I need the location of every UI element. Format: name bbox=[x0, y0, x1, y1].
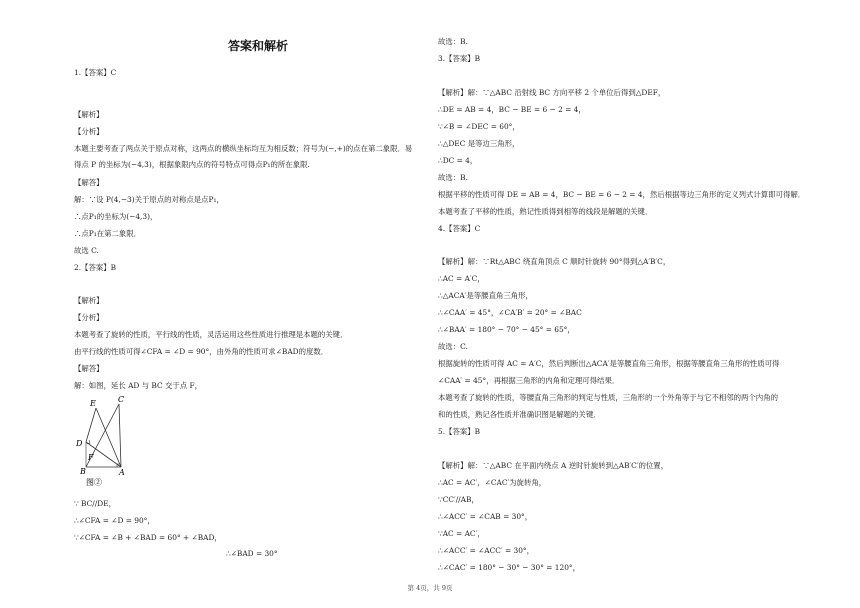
analysis-heading: 【解析】 bbox=[74, 296, 104, 305]
text-line: 解：∵设 P(4,−3)关于原点的对称点是点P₁， bbox=[74, 195, 224, 204]
text-line: ∴∠CAA′ = 45°，∠CA′B′ = 20° = ∠BAC bbox=[438, 308, 582, 317]
answer-5: 5.【答案】B bbox=[438, 427, 481, 436]
text-line: ∴AC = A′C， bbox=[438, 274, 485, 283]
figure-label-b: B bbox=[80, 467, 86, 476]
text-line: 得点 P 的坐标为(−4,3)，根据象限内点的符号特点可得点P₁的所在象限. bbox=[74, 160, 310, 169]
text-line: ∴点P₁的坐标为(−4,3)， bbox=[74, 212, 158, 221]
answer-4: 4.【答案】C bbox=[438, 224, 481, 233]
figure-label-d: D bbox=[76, 439, 83, 448]
figure-label-a: A bbox=[119, 468, 125, 477]
analysis-sub-heading: 【分析】 bbox=[74, 127, 104, 136]
text-line: 本题考查了平移的性质，熟记性质得到相等的线段是解题的关键． bbox=[438, 207, 653, 216]
text-line: 解：如图，延长 AD 与 BC 交于点 F， bbox=[74, 381, 203, 390]
text-line: ∴∠ACC′ = ∠CAB = 30°， bbox=[438, 512, 533, 521]
answer-2: 2.【答案】B bbox=[74, 263, 117, 272]
text-line: 根据旋转的性质可得 AC = A′C，然后判断出△ACA′是等腰直角三角形，根据等腰直角三角形的性质可得 bbox=[438, 359, 780, 368]
text-line: ∴DC = 4， bbox=[438, 156, 478, 165]
answer-1: 1.【答案】C bbox=[74, 68, 117, 77]
geometry-figure bbox=[74, 394, 134, 486]
text-line: 故选：B. bbox=[438, 37, 468, 46]
text-line: 和的性质，熟记各性质并准确识图是解题的关键． bbox=[438, 410, 601, 419]
text-line: 故选：C. bbox=[438, 342, 468, 351]
text-line: 故选 C. bbox=[74, 246, 99, 255]
text-line: 【解析】解：∵Rt△ABC 绕直角顶点 C 顺时针旋转 90°得到△A′B′C， bbox=[438, 257, 671, 266]
text-line: ∵CC′//AB， bbox=[438, 495, 479, 504]
figure-label-f: F bbox=[88, 453, 94, 462]
text-line: 本题考查了旋转的性质，平行线的性质，灵活运用这些性质进行推理是本题的关键． bbox=[74, 330, 348, 339]
page-title: 答案和解析 bbox=[228, 39, 289, 53]
answer-3: 3.【答案】B bbox=[438, 54, 481, 63]
page-footer: 第 4页，共 9页 bbox=[407, 584, 453, 592]
text-line: ∴DE = AB = 4，BC − BE = 6 − 2 = 4， bbox=[438, 105, 586, 114]
figure-label-c: C bbox=[118, 395, 125, 404]
analysis-sub-heading: 【分析】 bbox=[74, 313, 104, 322]
text-line: ∴∠BAD = 30° bbox=[226, 549, 278, 558]
text-line: 根据平移的性质可得 DE = AB = 4，BC − BE = 6 − 2 = 4，然后根据等边三角形的定义列式计算即可得解． bbox=[438, 190, 806, 199]
figure-caption: 图② bbox=[86, 478, 102, 486]
solution-heading: 【解答】 bbox=[74, 364, 104, 373]
solution-heading: 【解答】 bbox=[74, 178, 104, 187]
analysis-heading: 【解析】 bbox=[74, 110, 104, 119]
text-line: ∠CAA′ = 45°，再根据三角形的内角和定理可得结果． bbox=[438, 376, 620, 385]
text-line: 由平行线的性质可得∠CFA = ∠D = 90°，由外角的性质可求∠BAD的度数． bbox=[74, 347, 329, 356]
text-line: ∴∠BAA′ = 180° − 70° − 45° = 65°， bbox=[438, 325, 575, 334]
figure-label-e: E bbox=[90, 399, 96, 408]
text-line: ∵ BC//DE， bbox=[74, 499, 116, 508]
text-line: ∴△ACA′是等腰直角三角形， bbox=[438, 291, 533, 300]
text-line: ∴AC = AC′，∠CAC′为旋转角， bbox=[438, 478, 547, 487]
text-line: ∴△DEC 是等边三角形， bbox=[438, 139, 520, 148]
text-line: ∵∠B = ∠DEC = 60°， bbox=[438, 122, 520, 131]
text-line: ∴点P₁在第二象限． bbox=[74, 229, 142, 238]
text-line: 【解析】解：∵△ABC 沿射线 BC 方向平移 2 个单位后得到△DEF， bbox=[438, 88, 666, 97]
text-line: ∴∠CFA = ∠D = 90°， bbox=[74, 516, 155, 525]
text-line: ∵∠CFA = ∠B + ∠BAD = 60° + ∠BAD， bbox=[74, 533, 222, 542]
text-line: ∵AC = AC′， bbox=[438, 529, 485, 538]
text-line: 【解析】解：∵△ABC 在平面内绕点 A 逆时针旋转到△AB′C′的位置， bbox=[438, 461, 669, 470]
text-line: 本题主要考查了两点关于原点对称，这两点的横纵坐标均互为相反数；符号为(−,+)的点在第二象限．易 bbox=[74, 144, 413, 153]
text-line: 故选：B. bbox=[438, 173, 468, 182]
text-line: ∴∠ACC′ = ∠ACC′ = 30°， bbox=[438, 546, 535, 555]
text-line: ∴∠CAC′ = 180° − 30° − 30° = 120°， bbox=[438, 563, 580, 572]
text-line: 本题考查了旋转的性质，等腰直角三角形的判定与性质，三角形的一个外角等于与它不相邻的两个内角的 bbox=[438, 393, 778, 402]
